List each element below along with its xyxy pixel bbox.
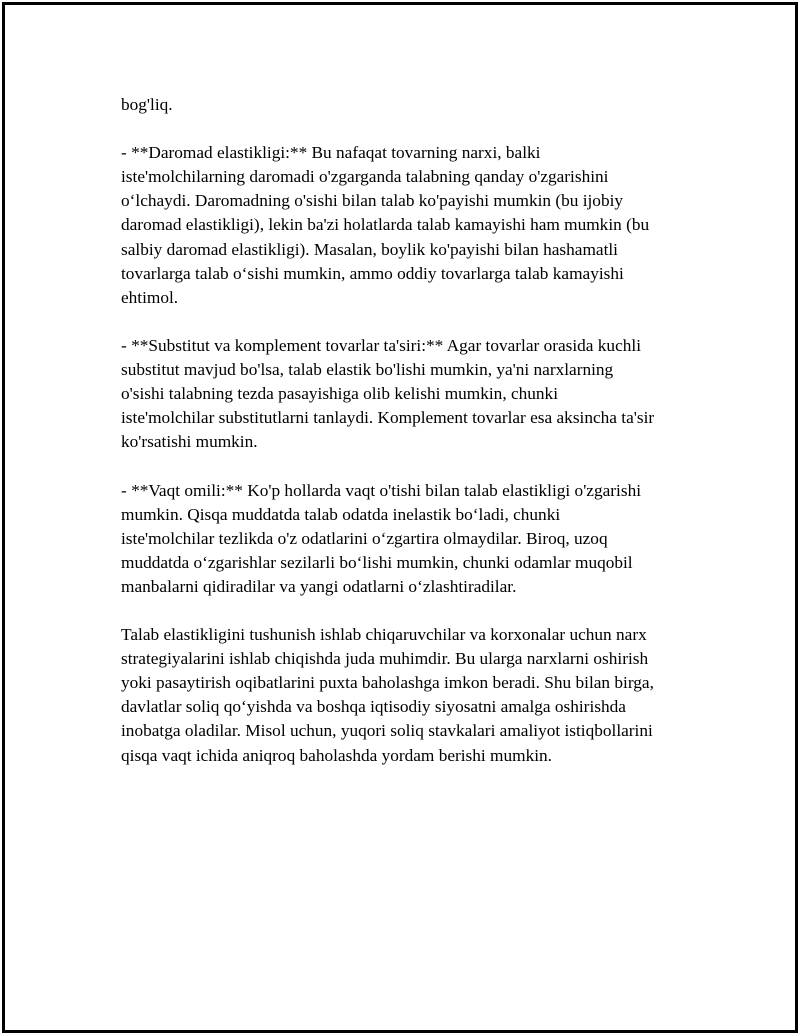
text-line: mumkin. Qisqa muddatda talab odatda inelastik bo‘ladi, chunki bbox=[121, 504, 561, 524]
paragraph-intro-tail bbox=[121, 93, 701, 117]
text-line: tovarlarga talab o‘sishi mumkin, ammo oddiy tovarlarga talab kamayishi bbox=[121, 263, 624, 283]
text-line: daromad elastikligi), lekin ba'zi holatlarda talab kamayishi ham mumkin (bu bbox=[121, 215, 650, 235]
text-line: substitut mavjud bo'lsa, talab elastik bo'lishi mumkin, ya'ni narxlarning bbox=[121, 360, 614, 380]
text-line: inobatga oladilar. Misol uchun, yuqori soliq stavkalari amaliyot istiqbollarini bbox=[121, 721, 653, 741]
text-line: davlatlar soliq qo‘yishda va boshqa iqtisodiy siyosatni amalga oshirishda bbox=[121, 697, 626, 717]
paragraph-gap bbox=[121, 599, 701, 623]
document-page bbox=[2, 2, 798, 1033]
paragraph-time-factor bbox=[121, 479, 701, 599]
text-line: qisqa vaqt ichida aniqroq baholashda yordam berishi mumkin. bbox=[121, 745, 552, 765]
text-line: - **Substitut va komplement tovarlar ta'siri:** Agar tovarlar orasida kuchli bbox=[121, 335, 641, 355]
paragraph-gap bbox=[121, 454, 701, 478]
document-body bbox=[121, 93, 701, 768]
text-line: - **Vaqt omili:** Ko'p hollarda vaqt o'tishi bilan talab elastikligi o'zgarishi bbox=[121, 480, 642, 500]
paragraph-gap bbox=[121, 117, 701, 141]
text-line: manbalarni qidiradilar va yangi odatlarni o‘zlashtiradilar. bbox=[121, 576, 517, 596]
text-line: muddatda o‘zgarishlar sezilarli bo‘lishi mumkin, chunki odamlar muqobil bbox=[121, 552, 633, 572]
text-line: salbiy daromad elastikligi). Masalan, boylik ko'payishi bilan hashamatli bbox=[121, 239, 618, 259]
text-line: - **Daromad elastikligi:** Bu nafaqat tovarning narxi, balki bbox=[121, 143, 541, 163]
text-line: iste'molchilar substitutlarni tanlaydi. Komplement tovarlar esa aksincha ta'sir bbox=[121, 408, 655, 428]
text-line: ko'rsatishi mumkin. bbox=[121, 432, 258, 452]
text-line: iste'molchilar tezlikda o'z odatlarini o‘zgartira olmaydilar. Biroq, uzoq bbox=[121, 528, 608, 548]
paragraph-substitute-complement bbox=[121, 334, 701, 454]
paragraph-gap bbox=[121, 310, 701, 334]
text-line: ehtimol. bbox=[121, 287, 179, 307]
text-line: iste'molchilarning daromadi o'zgarganda talabning qanday o'zgarishini bbox=[121, 167, 609, 187]
text-line: yoki pasaytirish oqibatlarini puxta baholashga imkon beradi. Shu bilan birga, bbox=[121, 673, 654, 693]
text-line: Talab elastikligini tushunish ishlab chiqaruvchilar va korxonalar uchun narx bbox=[121, 625, 647, 645]
text-line: o‘lchaydi. Daromadning o'sishi bilan talab ko'payishi mumkin (bu ijobiy bbox=[121, 191, 624, 211]
text-line: o'sishi talabning tezda pasayishiga olib kelishi mumkin, chunki bbox=[121, 384, 559, 404]
paragraph-conclusion bbox=[121, 623, 701, 768]
text-line: bog'liq. bbox=[121, 95, 173, 114]
paragraph-income-elasticity bbox=[121, 141, 701, 310]
text-line: strategiyalarini ishlab chiqishda juda muhimdir. Bu ularga narxlarni oshirish bbox=[121, 649, 649, 669]
